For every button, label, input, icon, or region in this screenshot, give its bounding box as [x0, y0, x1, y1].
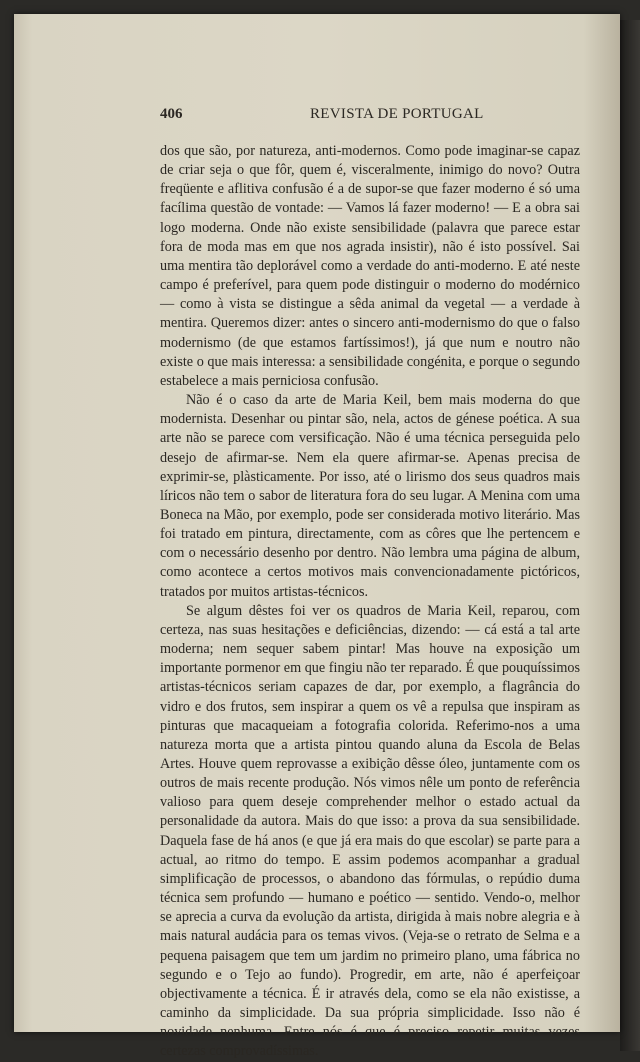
article-body	[160, 142, 580, 1062]
paragraph: Não é o caso da arte de Maria Keil, bem mais moderna do que modernista. Desenhar ou pintar são, nela, actos de génese poética. A sua arte não se parece com versificação. Não é uma técnica perseguida pelo desejo de afirmar-se. Nem ela quere afirmar-se. Apenas precisa de exprimir-se, plàsticamente. Por isso, até o lirismo dos seus quadros mais líricos não tem o sabor de literatura fora do seu lugar. A Menina com uma Boneca na Mão, por exemplo, pode ser considerada motivo literário. Mas foi tratado em pintura, directamente, com as côres que lhe pertencem e com o necessário desenho por dentro. Não lembra uma página de album, como acontece a certos motivos mais convencionadamente pictóricos, tratados por muitos artistas-técnicos.	[160, 392, 580, 600]
page-header	[160, 106, 580, 126]
paragraph: dos que são, por natureza, anti-modernos. Como pode imaginar-se capaz de criar seja o que fôr, quem é, visceralmente, inimigo do novo? Outra freqüente e aflitiva confusão é a de supor-se que fazer moderno é só uma facílima questão de vontade: — Vamos lá fazer moderno! — E a obra sai logo moderna. Onde não existe sensibilidade (palavra que parece estar fora de moda mas em que nos agrada insistir), não é isto possível. Sai uma mentira tão deplorável como a verdade do anti-moderno. E até neste campo é preferível, para quem pode distinguir o moderno do modérnico — como à vista se distingue a sêda animal da vegetal — a verdade à mentira. Queremos dizer: antes o sincero anti-modernismo do que o falso modernismo (de que estamos fartíssimos!), já que num e noutro não existe o que mais interessa: a sensibilidade congénita, e porque o segundo estabelece a mais perniciosa confusão.	[160, 143, 580, 389]
paragraph: Se algum dêstes foi ver os quadros de Maria Keil, reparou, com certeza, nas suas hesitações e deficiências, dizendo: — cá está a tal arte moderna; nem sequer sabem pintar! Mas houve na exposição um importante pormenor em que fingiu não ter reparado. É que pouquíssimos artistas-técnicos seriam capazes de dar, por exemplo, a flagrância do vidro e dos frutos, sem inspirar a quem os vê a repulsa que inspiram as pinturas que macaqueiam a fotografia colorida. Referimo-nos a uma natureza morta que a artista pintou quando aluna da Escola de Belas Artes. Houve quem reprovasse a exibição dêsse óleo, juntamente com os outros de mais recente produção. Nós vimos nêle um ponto de referência valioso para quem deseje comprehender melhor o estado actual da personalidade da autora. Mais do que isso: a prova da sua sensibilidade. Daquela fase de há anos (e que já era mais do que escolar) se parte para a actual, ao ritmo do tempo. E assim podemos acompanhar a gradual simplificação de processos, o abandono das fórmulas, o repúdio duma técnica sem profundo — humano e poético — sentido. Vendo-o, melhor se aprecia a curva da evolução da artista, dirigida à mais nobre alegria e à mais natural audácia para os temas vivos. (Veja-se o retrato de Selma e a pequena paisagem que tem um jardim no primeiro plano, uma fábrica no segundo e o Tejo ao fundo). Progredir, em arte, não é aperfeiçoar objectivamente a técnica. É ir através dela, como se ela não existisse, a caminho da simplicidade. Da sua própria simplicidade. Isso não é novidade nenhuma. Entre nós é que é preciso repetir muitas vezes certezas comprovadíssimas.	[160, 602, 580, 1060]
book-spine-shadow	[620, 20, 640, 1051]
running-title: REVISTA DE PORTUGAL	[310, 106, 484, 122]
page-number: 406	[160, 106, 183, 122]
